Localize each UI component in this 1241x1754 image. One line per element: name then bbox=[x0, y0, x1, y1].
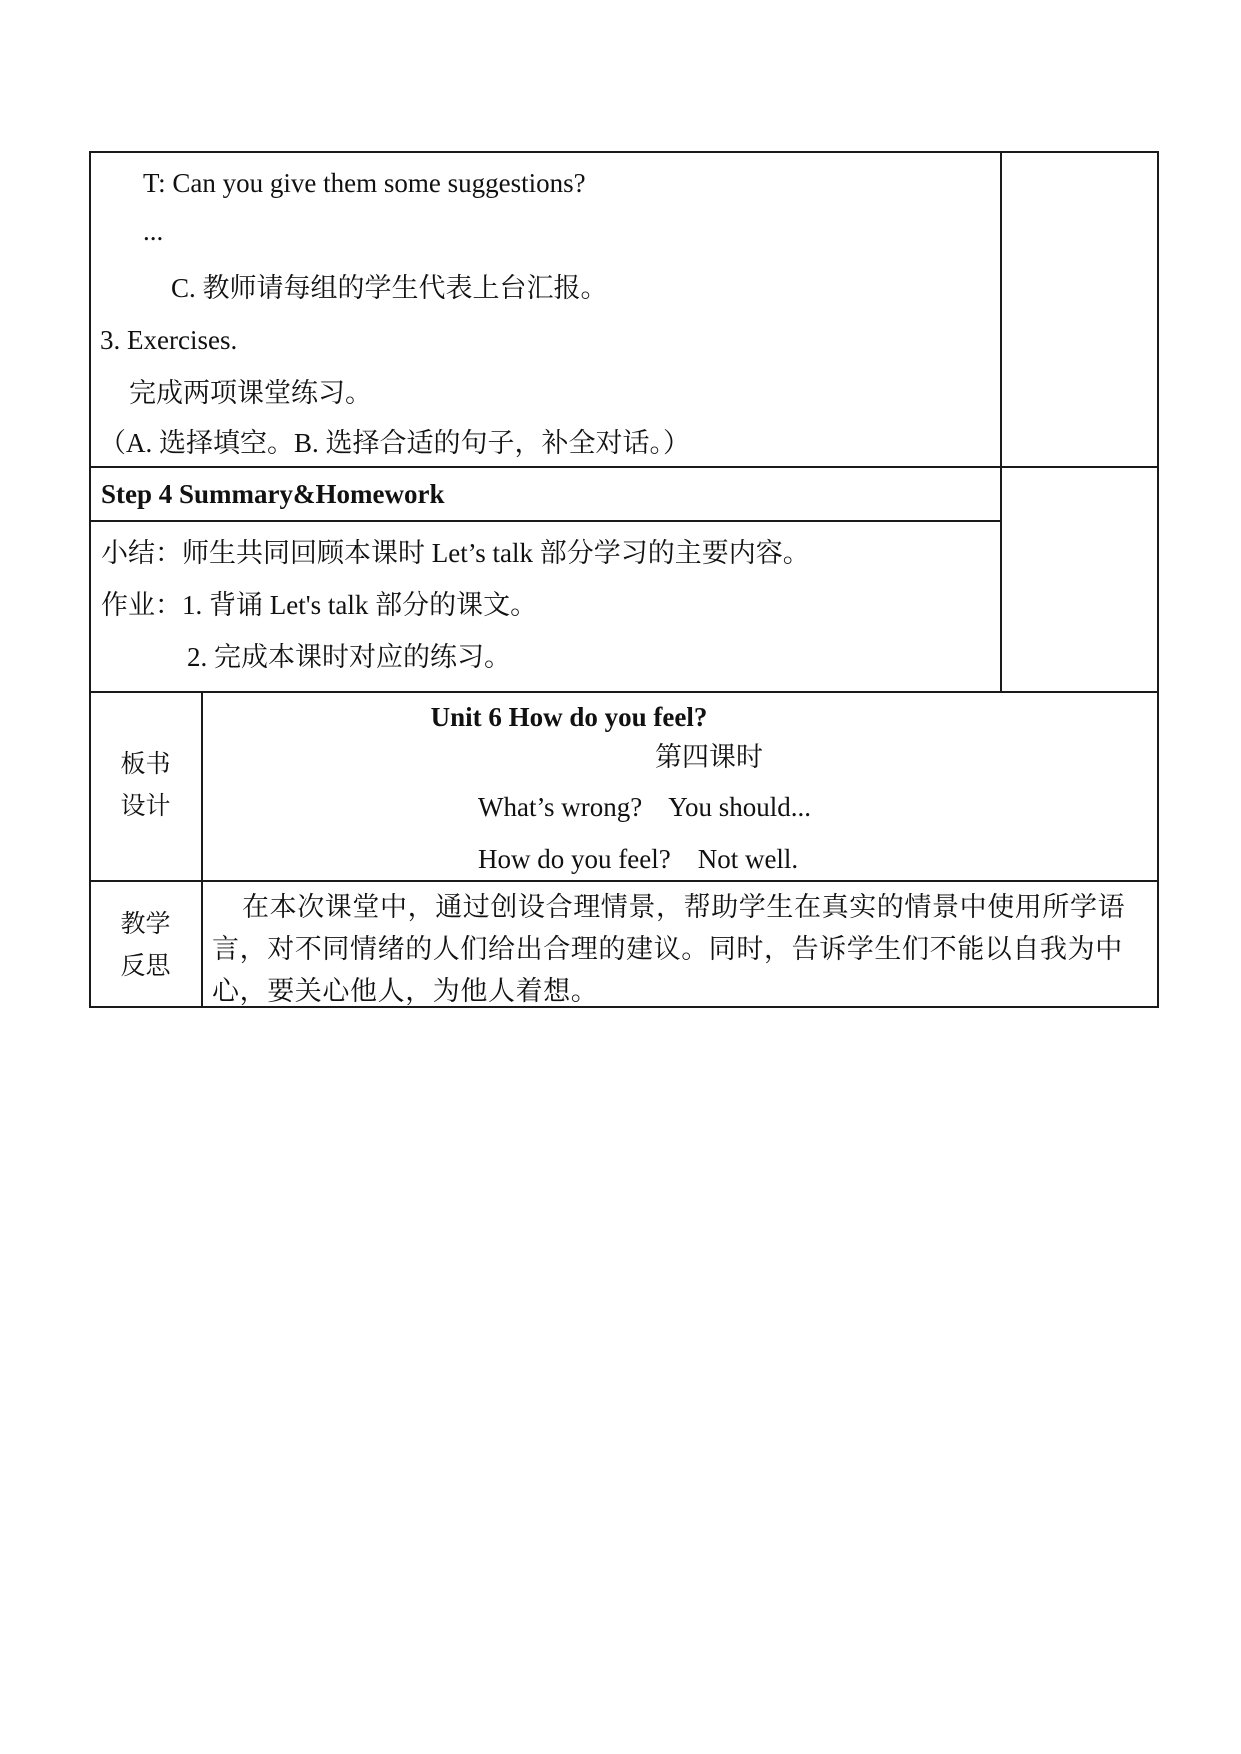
row-divider-summary bbox=[89, 691, 1159, 693]
summary-heading-divider bbox=[89, 520, 1002, 522]
teacher-question: T: Can you give them some suggestions? bbox=[143, 168, 586, 198]
summary-heading: Step 4 Summary&Homework bbox=[101, 479, 445, 509]
board-design-period: 第四课时 bbox=[655, 742, 763, 772]
row-divider-board bbox=[89, 880, 1159, 882]
board-design-title: Unit 6 How do you feel? bbox=[430, 702, 708, 732]
exercises-desc: 完成两项课堂练习。 bbox=[129, 378, 372, 408]
lesson-plan-table bbox=[89, 151, 1159, 1008]
board-design-line-1: What’s wrong? You should... bbox=[478, 792, 812, 822]
reflection-text: 在本次课堂中，通过创设合理情景，帮助学生在真实的情景中使用所学语言，对不同情绪的人们给出合理的建议。同时，告诉学生们不能以自我为中心，要关心他人，为他人着想。 bbox=[212, 892, 1126, 1006]
board-design-label-line-2: 设计 bbox=[120, 791, 171, 820]
summary-line: 小结：师生共同回顾本课时 Let’s talk 部分学习的主要内容。 bbox=[101, 538, 810, 568]
ellipsis-line: ... bbox=[143, 216, 164, 246]
exercises-detail: （A. 选择填空。B. 选择合适的句子，补全对话。） bbox=[99, 428, 691, 458]
reflection-label-line-2: 反思 bbox=[120, 951, 171, 980]
reflection-label-line-1: 教学 bbox=[120, 909, 171, 938]
notes-column-divider bbox=[1000, 151, 1002, 692]
table-border-left bbox=[89, 151, 91, 1008]
homework-line-1: 作业：1. 背诵 Let's talk 部分的课文。 bbox=[101, 590, 538, 620]
homework-line-2: 2. 完成本课时对应的练习。 bbox=[187, 642, 511, 672]
board-design-line-2: How do you feel? Not well. bbox=[478, 844, 799, 874]
table-border-top bbox=[89, 151, 1159, 153]
step-c-line: C. 教师请每组的学生代表上台汇报。 bbox=[171, 273, 608, 303]
row-divider-process bbox=[89, 466, 1159, 468]
table-border-right bbox=[1157, 151, 1159, 1008]
board-design-label-line-1: 板书 bbox=[120, 749, 171, 778]
exercises-title: 3. Exercises. bbox=[100, 325, 238, 355]
